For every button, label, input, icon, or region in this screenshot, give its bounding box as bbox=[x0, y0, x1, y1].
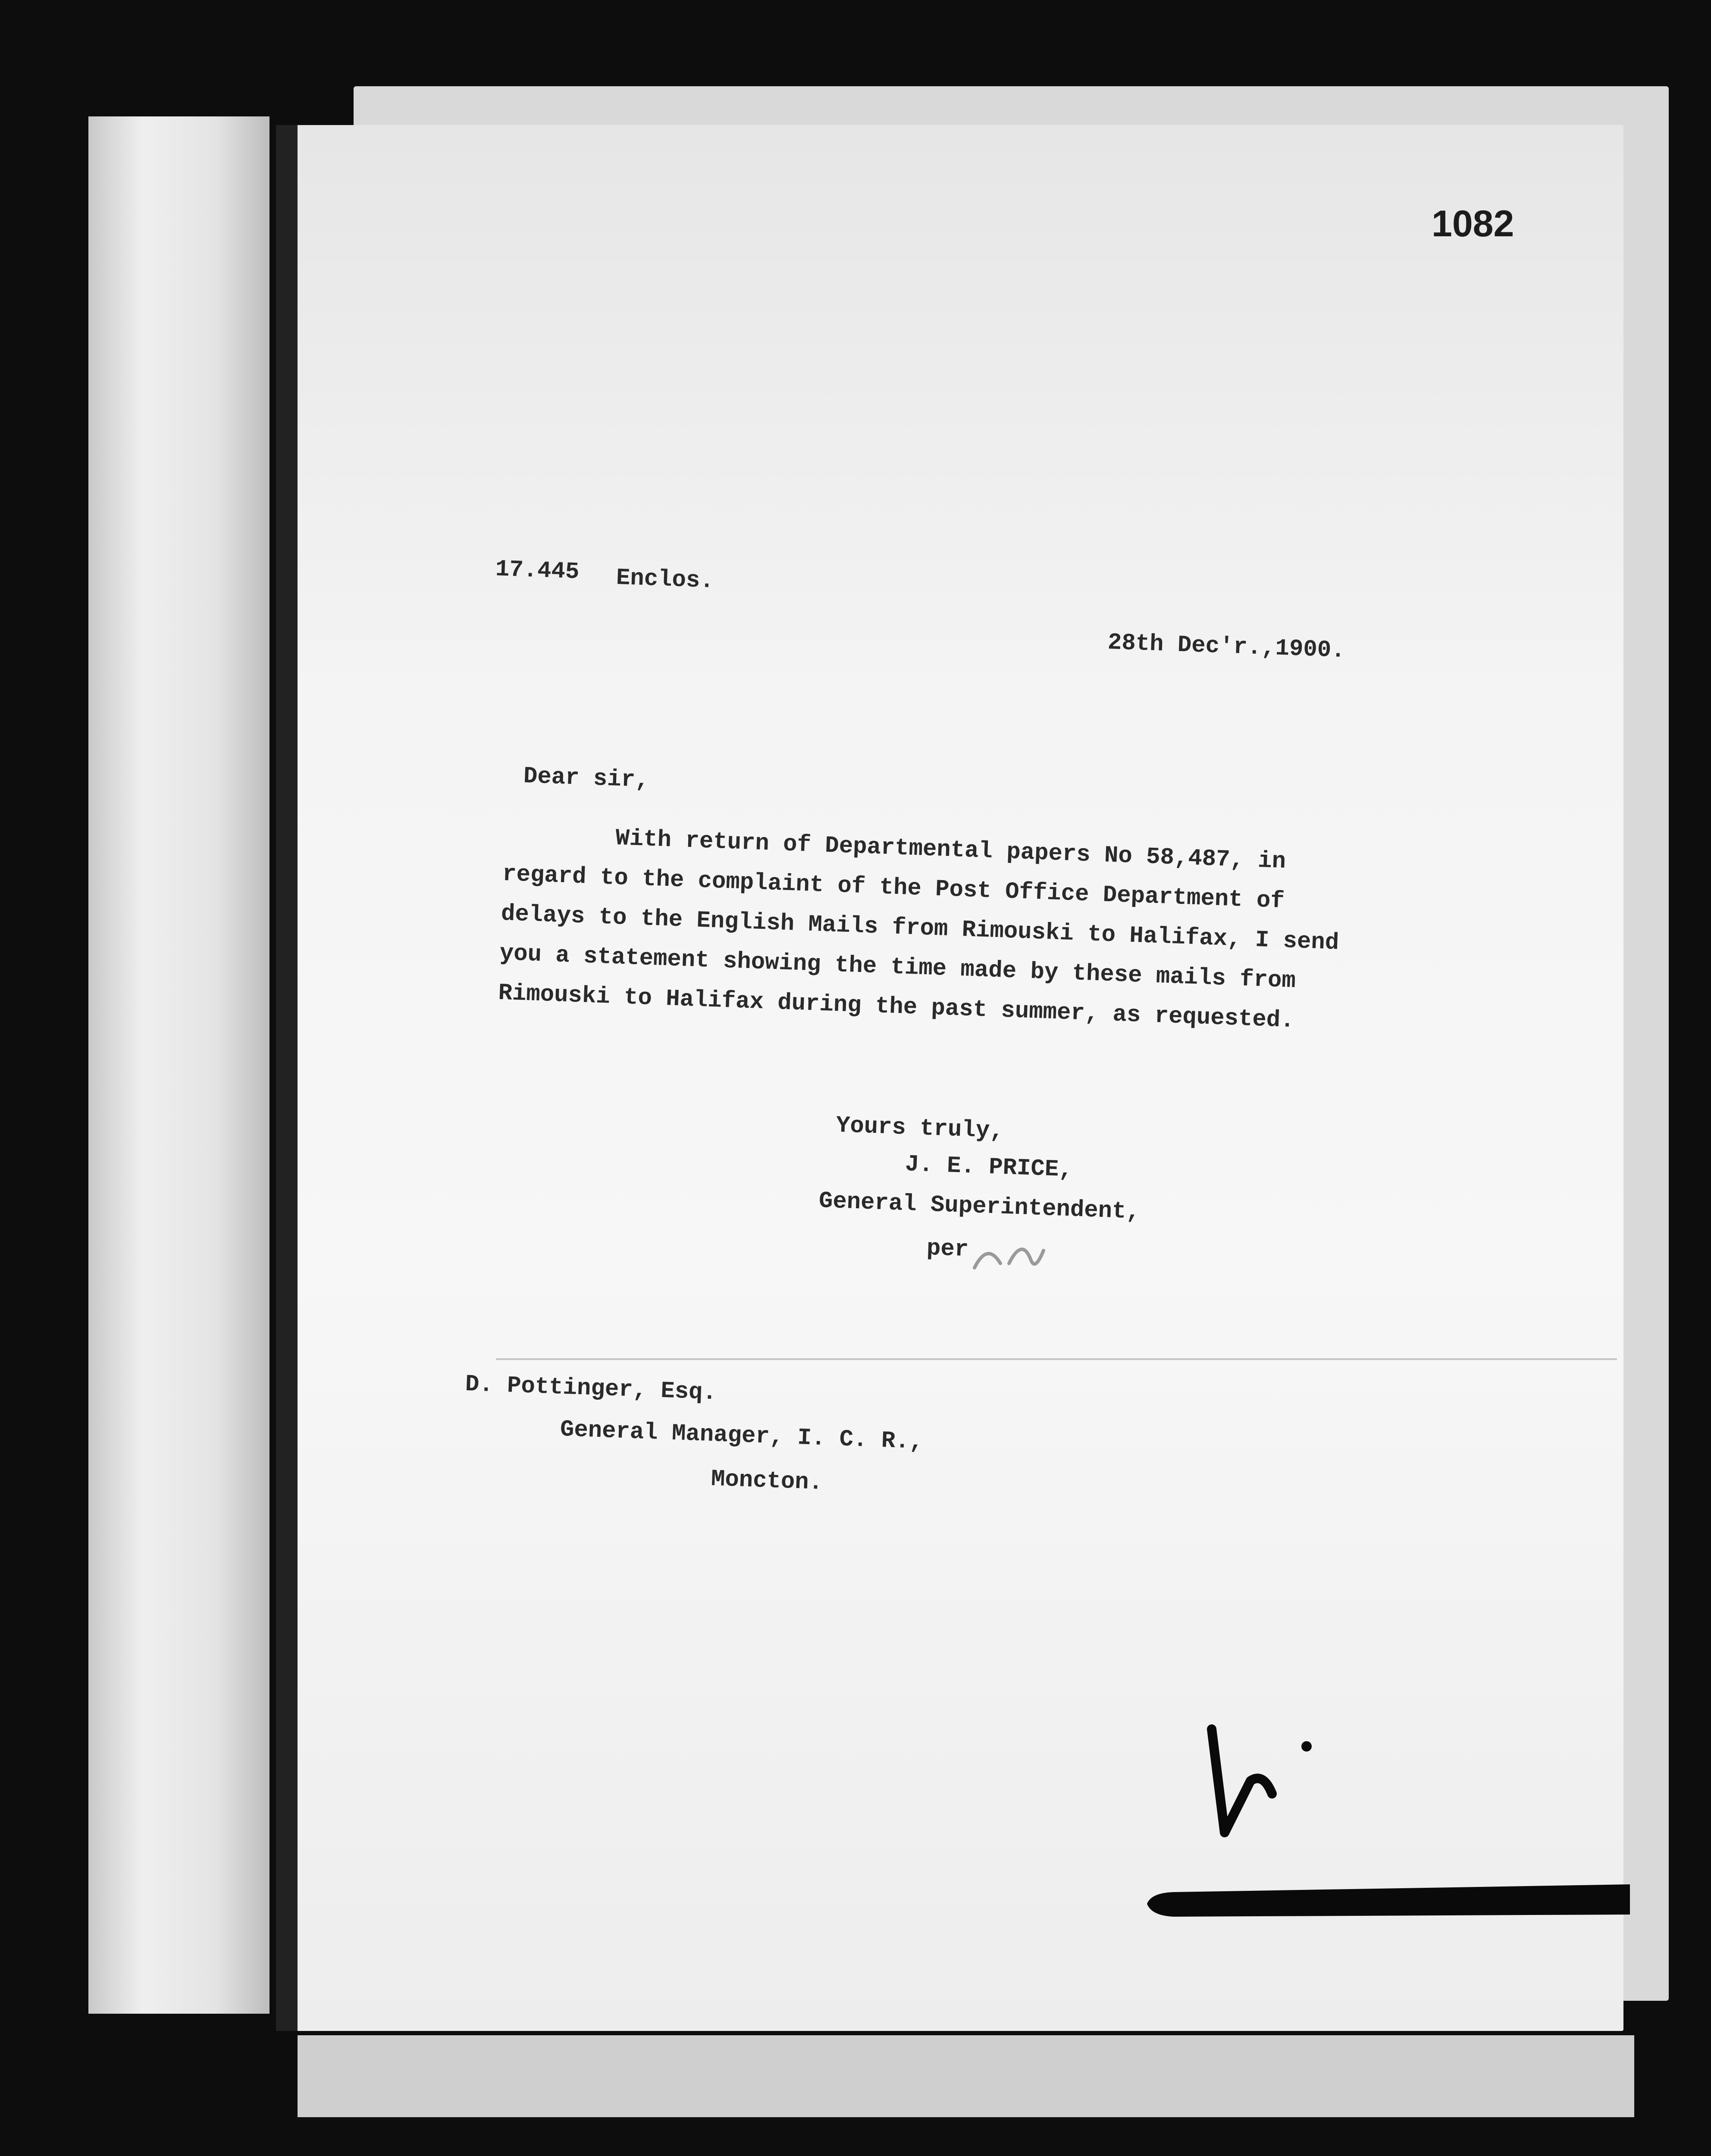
fold-line bbox=[496, 1358, 1617, 1360]
bottom-sheet bbox=[298, 2035, 1634, 2117]
pen-icon bbox=[1147, 1880, 1630, 1940]
addressee-place: Moncton. bbox=[710, 1466, 824, 1497]
signer-name: J. E. PRICE, bbox=[904, 1151, 1073, 1184]
salutation: Dear sir, bbox=[523, 763, 650, 794]
letter-body bbox=[498, 815, 1342, 1043]
check-mark-icon bbox=[1199, 1720, 1337, 1850]
page-number: 1082 bbox=[1432, 203, 1514, 244]
left-page-edge bbox=[88, 116, 269, 2014]
addressee-name: D. Pottinger, Esq. bbox=[464, 1371, 717, 1407]
body-line: you a statement showing the time made by these mails from bbox=[499, 940, 1296, 995]
initials-mark bbox=[970, 1233, 1065, 1281]
addressee-title: General Manager, I. C. R., bbox=[559, 1416, 924, 1456]
binding-shadow bbox=[276, 125, 298, 2031]
letter-date: 28th Dec'r.,1900. bbox=[1107, 630, 1346, 664]
per-label: per bbox=[926, 1235, 969, 1263]
enclosure-note: Enclos. bbox=[615, 565, 714, 595]
closing: Yours truly, bbox=[835, 1112, 1004, 1145]
body-line: With return of Departmental papers No 58,487, in bbox=[503, 821, 1287, 875]
signer-title: General Superintendent, bbox=[818, 1188, 1141, 1225]
file-number: 17.445 bbox=[495, 556, 580, 586]
letter-sheet bbox=[287, 125, 1623, 2031]
body-line: delays to the English Mails from Rimouski to Halifax, I send bbox=[500, 900, 1340, 956]
body-line: Rimouski to Halifax during the past summer, as requested. bbox=[498, 980, 1295, 1034]
body-line: regard to the complaint of the Post Office Department of bbox=[502, 861, 1285, 915]
